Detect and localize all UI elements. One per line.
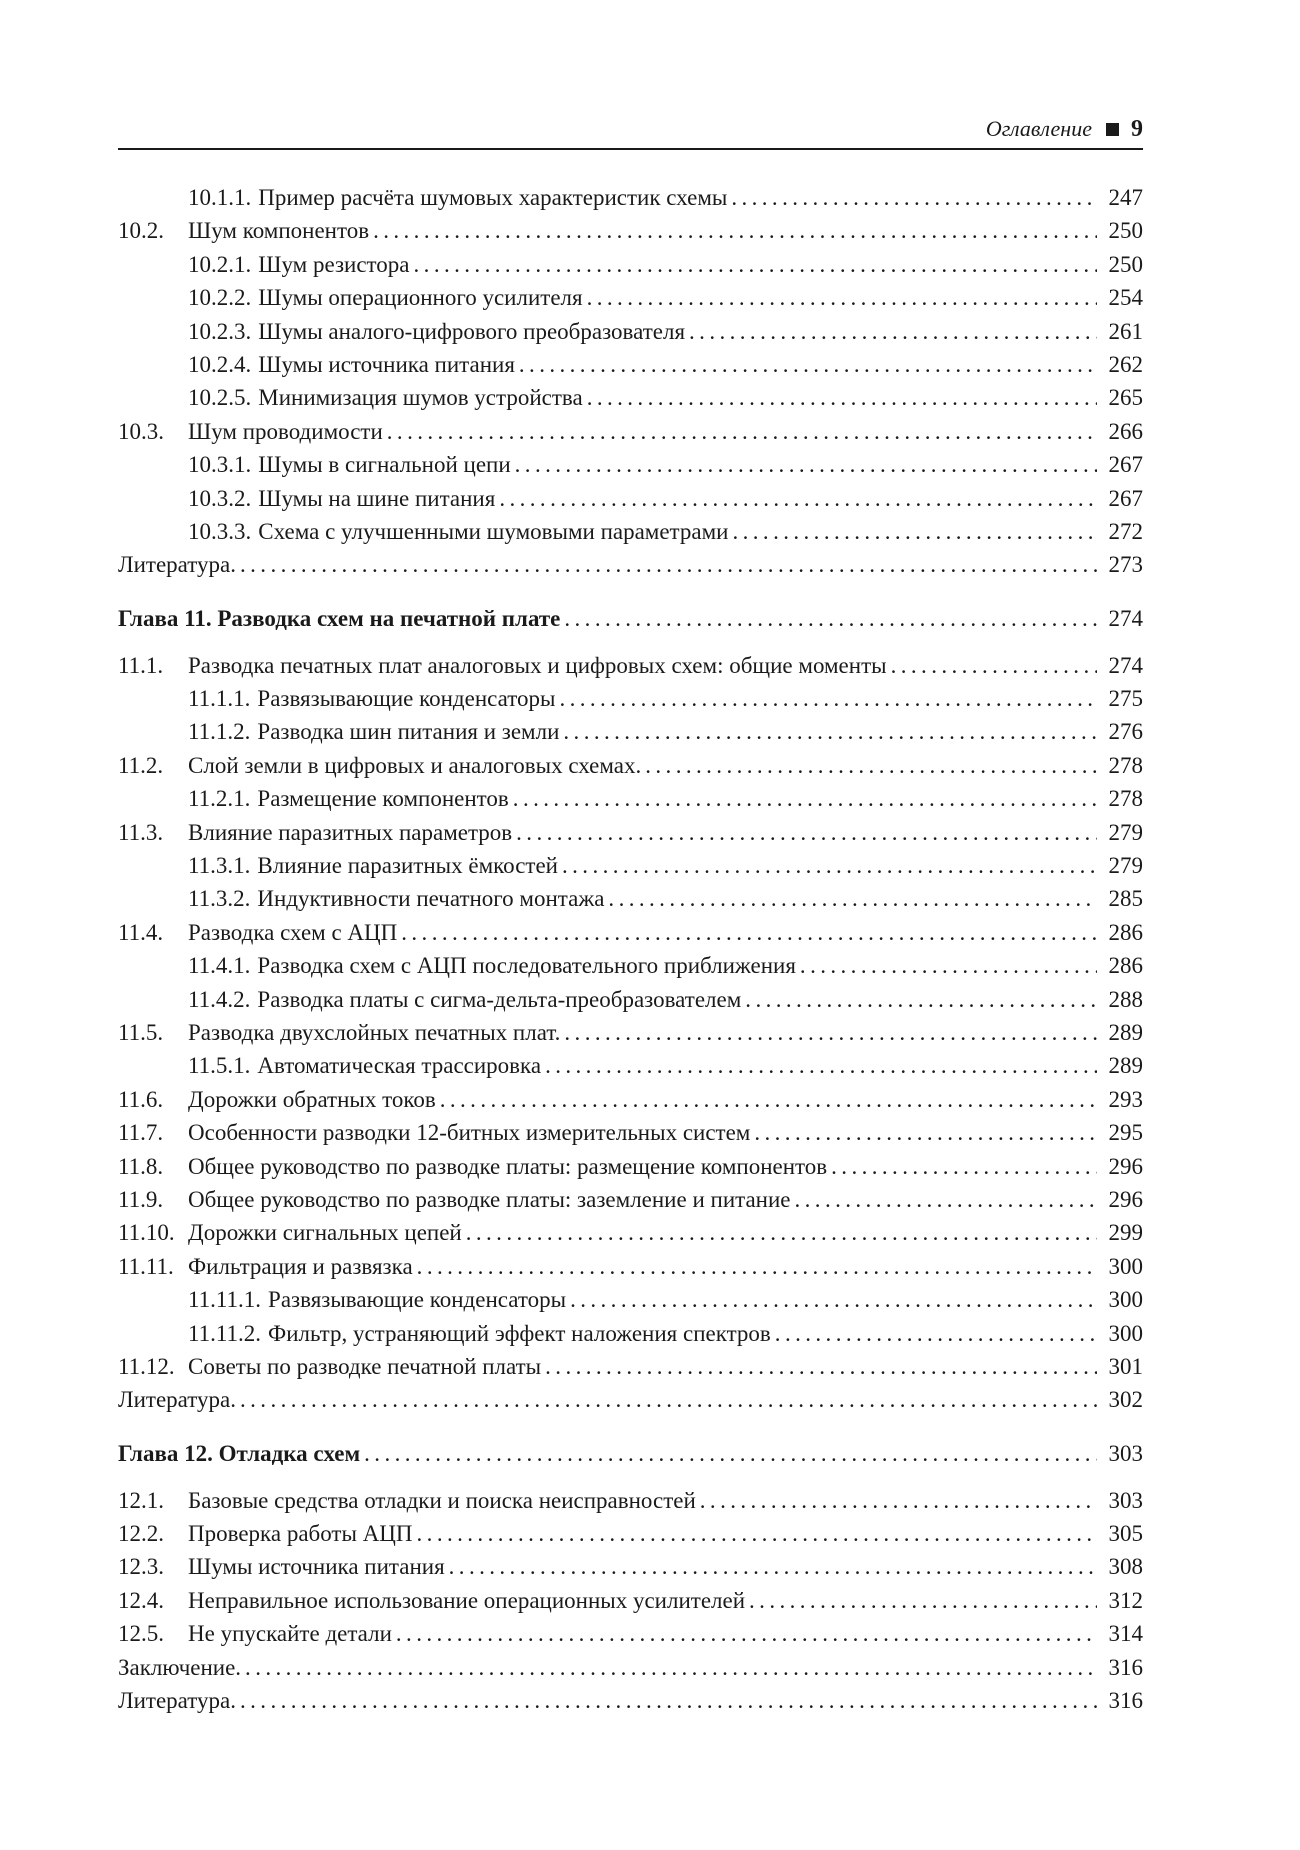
entry-number: 11.4. — [118, 919, 164, 945]
entry-page-number: 274 — [1108, 605, 1143, 631]
entry-number: 11.5.1. — [188, 1053, 251, 1079]
entry-title: Минимизация шумов устройства — [258, 385, 583, 411]
entry-title: Размещение компонентов — [257, 786, 509, 812]
dot-leader — [775, 1317, 1097, 1350]
entry-title: Проверка работы АЦП — [188, 1521, 413, 1547]
entry-page-number: 265 — [1108, 385, 1143, 411]
toc-subsection-entry[interactable] — [118, 782, 1143, 815]
dot-leader — [831, 1150, 1097, 1183]
toc-subsection-entry[interactable] — [118, 381, 1143, 414]
toc-subsection-entry[interactable] — [118, 348, 1143, 381]
dot-leader — [387, 415, 1097, 448]
entry-page-number: 278 — [1108, 786, 1143, 812]
entry-title: Заключение. — [118, 1654, 242, 1680]
entry-number: 10.2.5. — [188, 385, 252, 411]
entry-title: Литература. — [118, 1387, 236, 1413]
table-of-contents — [118, 181, 1143, 1717]
dot-leader — [562, 849, 1097, 882]
toc-chapter-heading[interactable] — [118, 1437, 1143, 1470]
entry-page-number: 276 — [1108, 719, 1143, 745]
entry-page-number: 316 — [1108, 1688, 1143, 1714]
toc-section-entry[interactable] — [118, 649, 1143, 682]
toc-section-entry[interactable] — [118, 916, 1143, 949]
toc-subsection-entry[interactable] — [118, 849, 1143, 882]
dot-leader — [563, 715, 1097, 748]
dot-leader — [545, 1350, 1097, 1383]
dot-leader — [564, 1016, 1097, 1049]
entry-title: Слой земли в цифровых и аналоговых схемах. — [188, 752, 642, 778]
dot-leader — [732, 515, 1097, 548]
toc-section-entry[interactable] — [118, 1617, 1143, 1650]
toc-section-entry[interactable] — [118, 1150, 1143, 1183]
entry-number: 12.5. — [118, 1621, 164, 1647]
header-rule — [118, 148, 1143, 150]
toc-section-entry[interactable] — [118, 1350, 1143, 1383]
entry-page-number: 279 — [1108, 853, 1143, 879]
entry-page-number: 275 — [1108, 686, 1143, 712]
entry-page-number: 303 — [1108, 1487, 1143, 1513]
entry-number: 11.1.1. — [188, 686, 251, 712]
toc-subsection-entry[interactable] — [118, 1283, 1143, 1316]
entry-title: Пример расчёта шумовых характеристик схемы — [258, 185, 728, 210]
entry-title: Фильтр, устраняющий эффект наложения спектров — [268, 1320, 771, 1346]
dot-leader — [519, 348, 1097, 381]
toc-subsection-entry[interactable] — [118, 515, 1143, 548]
entry-number: 11.11.1. — [188, 1287, 262, 1313]
dot-leader — [564, 602, 1097, 635]
entry-page-number: 272 — [1108, 518, 1143, 544]
toc-section-entry[interactable] — [118, 1216, 1143, 1249]
entry-number: 11.1.2. — [188, 719, 251, 745]
dot-leader — [754, 1116, 1097, 1149]
toc-section-entry[interactable] — [118, 1684, 1143, 1717]
entry-title: Автоматическая трассировка — [257, 1053, 542, 1079]
dot-leader — [559, 682, 1097, 715]
entry-title: Дорожки сигнальных цепей — [188, 1220, 462, 1246]
entry-title: Разводка схем с АЦП последовательного приближения — [257, 953, 796, 979]
entry-title: Не упускайте детали — [188, 1621, 392, 1647]
entry-page-number: 289 — [1108, 1019, 1143, 1045]
entry-page-number: 308 — [1108, 1554, 1143, 1580]
entry-title: Развязывающие конденсаторы — [268, 1287, 567, 1313]
entry-page-number: 289 — [1108, 1053, 1143, 1079]
dot-leader — [587, 381, 1097, 414]
entry-number: 10.2.3. — [188, 318, 252, 344]
toc-section-entry[interactable] — [118, 749, 1143, 782]
entry-title: Разводка двухслойных печатных плат. — [188, 1019, 561, 1045]
toc-section-entry[interactable] — [118, 1016, 1143, 1049]
entry-page-number: 295 — [1108, 1120, 1143, 1146]
entry-page-number: 286 — [1108, 953, 1143, 979]
entry-page-number: 288 — [1108, 986, 1143, 1012]
toc-chapter-heading[interactable] — [118, 602, 1143, 635]
toc-section-entry[interactable] — [118, 415, 1143, 448]
entry-number: 11.8. — [118, 1153, 164, 1179]
entry-page-number: 261 — [1108, 318, 1143, 344]
toc-section-entry[interactable] — [118, 816, 1143, 849]
entry-title: Шумы источника питания — [258, 351, 515, 377]
entry-title: Развязывающие конденсаторы — [257, 686, 556, 712]
entry-number: 11.2. — [118, 752, 164, 778]
dot-leader — [515, 448, 1097, 481]
dot-leader — [240, 548, 1097, 581]
dot-leader — [587, 281, 1097, 314]
dot-leader — [240, 1383, 1097, 1416]
entry-title: Особенности разводки 12-битных измерительных систем — [188, 1120, 751, 1146]
entry-number: 10.3.2. — [188, 485, 252, 511]
dot-leader — [513, 782, 1097, 815]
toc-section-entry[interactable] — [118, 1484, 1143, 1517]
entry-title: Фильтрация и развязка — [188, 1253, 413, 1279]
entry-page-number: 254 — [1108, 285, 1143, 311]
entry-title: Дорожки обратных токов — [188, 1086, 436, 1112]
entry-page-number: 296 — [1108, 1153, 1143, 1179]
entry-page-number: 299 — [1108, 1220, 1143, 1246]
entry-page-number: 250 — [1108, 251, 1143, 277]
dot-leader — [466, 1216, 1097, 1249]
entry-title: Шумы операционного усилителя — [258, 285, 583, 311]
dot-leader — [645, 749, 1097, 782]
toc-subsection-entry[interactable] — [118, 949, 1143, 982]
entry-page-number: 316 — [1108, 1654, 1143, 1680]
entry-title: Шумы в сигнальной цепи — [258, 452, 511, 478]
entry-number: 10.2.1. — [188, 251, 252, 277]
toc-section-entry[interactable] — [118, 214, 1143, 247]
entry-number: 11.3. — [118, 819, 164, 845]
entry-number: 10.2.4. — [188, 351, 252, 377]
toc-subsection-entry[interactable] — [118, 181, 1143, 214]
entry-page-number: 296 — [1108, 1186, 1143, 1212]
entry-page-number: 314 — [1108, 1621, 1143, 1647]
toc-subsection-entry[interactable] — [118, 983, 1143, 1016]
entry-number: 11.11. — [118, 1253, 174, 1279]
entry-number: 12.4. — [118, 1587, 164, 1613]
toc-section-entry[interactable] — [118, 548, 1143, 581]
dot-leader — [396, 1617, 1097, 1650]
entry-number: 12.1. — [118, 1487, 164, 1513]
dot-leader — [364, 1437, 1097, 1470]
dot-leader — [417, 1517, 1097, 1550]
chapter-title: Глава 11. Разводка схем на печатной плате — [118, 605, 561, 631]
entry-number: 11.7. — [118, 1120, 164, 1146]
dot-leader — [417, 1250, 1097, 1283]
entry-page-number: 285 — [1108, 886, 1143, 912]
toc-section-entry[interactable] — [118, 1183, 1143, 1216]
toc-subsection-entry[interactable] — [118, 882, 1143, 915]
entry-page-number: 273 — [1108, 552, 1143, 578]
entry-title: Влияние паразитных параметров — [188, 819, 513, 845]
dot-leader — [795, 1183, 1098, 1216]
entry-title: Общее руководство по разводке платы: заземление и питание — [188, 1186, 791, 1212]
entry-page-number: 247 — [1108, 185, 1143, 210]
toc-subsection-entry[interactable] — [118, 281, 1143, 314]
entry-title: Шум проводимости — [188, 418, 383, 444]
dot-leader — [800, 949, 1097, 982]
dot-leader — [516, 816, 1097, 849]
entry-number: 11.3.1. — [188, 853, 251, 879]
dot-leader — [414, 248, 1097, 281]
entry-title: Неправильное использование операционных усилителей — [188, 1587, 746, 1613]
entry-page-number: 303 — [1108, 1440, 1143, 1466]
entry-page-number: 262 — [1108, 351, 1143, 377]
entry-page-number: 267 — [1108, 452, 1143, 478]
dot-leader — [608, 882, 1097, 915]
entry-title: Литература. — [118, 552, 236, 578]
entry-number: 11.1. — [118, 652, 164, 678]
toc-subsection-entry[interactable] — [118, 482, 1143, 515]
entry-page-number: 305 — [1108, 1521, 1143, 1547]
entry-number: 10.1.1. — [188, 185, 252, 210]
dot-leader — [440, 1083, 1097, 1116]
dot-leader — [545, 1049, 1097, 1082]
entry-title: Разводка шин питания и земли — [257, 719, 560, 745]
entry-page-number: 266 — [1108, 418, 1143, 444]
entry-number: 10.3.1. — [188, 452, 252, 478]
entry-number: 10.2.2. — [188, 285, 252, 311]
page-number: 9 — [1131, 115, 1143, 142]
entry-page-number: 300 — [1108, 1253, 1143, 1279]
entry-title: Схема с улучшенными шумовыми параметрами — [258, 518, 729, 544]
entry-number: 11.3.2. — [188, 886, 251, 912]
entry-title: Разводка платы с сигма-дельта-преобразователем — [257, 986, 742, 1012]
toc-subsection-entry[interactable] — [118, 315, 1143, 348]
entry-title: Влияние паразитных ёмкостей — [257, 853, 558, 879]
entry-page-number: 300 — [1108, 1320, 1143, 1346]
dot-leader — [401, 916, 1097, 949]
toc-section-entry[interactable] — [118, 1250, 1143, 1283]
entry-page-number: 293 — [1108, 1086, 1143, 1112]
entry-title: Шум компонентов — [188, 218, 370, 244]
entry-page-number: 286 — [1108, 919, 1143, 945]
dot-leader — [891, 649, 1097, 682]
entry-number: 11.6. — [118, 1086, 164, 1112]
entry-page-number: 274 — [1108, 652, 1143, 678]
dot-leader — [745, 983, 1097, 1016]
toc-section-entry[interactable] — [118, 1584, 1143, 1617]
entry-page-number: 312 — [1108, 1587, 1143, 1613]
toc-section-entry[interactable] — [118, 1651, 1143, 1684]
entry-number: 12.2. — [118, 1521, 164, 1547]
entry-number: 11.4.1. — [188, 953, 251, 979]
entry-title: Разводка печатных плат аналоговых и цифровых схем: общие моменты — [188, 652, 887, 678]
toc-section-entry[interactable] — [118, 1383, 1143, 1416]
entry-title: Шум резистора — [258, 251, 410, 277]
entry-title: Шумы на шине питания — [258, 485, 496, 511]
dot-leader — [570, 1283, 1097, 1316]
entry-number: 10.3.3. — [188, 518, 252, 544]
toc-section-entry[interactable] — [118, 1083, 1143, 1116]
square-bullet-icon — [1106, 123, 1119, 136]
entry-page-number: 302 — [1108, 1387, 1143, 1413]
dot-leader — [240, 1684, 1097, 1717]
entry-page-number: 300 — [1108, 1287, 1143, 1313]
entry-page-number: 267 — [1108, 485, 1143, 511]
entry-title: Советы по разводке печатной платы — [188, 1353, 542, 1379]
entry-title: Индуктивности печатного монтажа — [257, 886, 605, 912]
toc-section-entry[interactable] — [118, 1550, 1143, 1583]
dot-leader — [731, 181, 1097, 214]
entry-page-number: 279 — [1108, 819, 1143, 845]
toc-subsection-entry[interactable] — [118, 715, 1143, 748]
dot-leader — [689, 315, 1097, 348]
dot-leader — [499, 482, 1097, 515]
toc-section-entry[interactable] — [118, 1116, 1143, 1149]
toc-subsection-entry[interactable] — [118, 682, 1143, 715]
toc-subsection-entry[interactable] — [118, 448, 1143, 481]
toc-subsection-entry[interactable] — [118, 1049, 1143, 1082]
toc-subsection-entry[interactable] — [118, 1317, 1143, 1350]
dot-leader — [449, 1550, 1097, 1583]
entry-number: 12.3. — [118, 1554, 164, 1580]
dot-leader — [700, 1484, 1097, 1517]
entry-title: Разводка схем с АЦП — [188, 919, 398, 945]
running-header-title: Оглавление — [985, 116, 1092, 141]
entry-title: Общее руководство по разводке платы: размещение компонентов — [188, 1153, 828, 1179]
entry-number: 11.4.2. — [188, 986, 251, 1012]
entry-title: Шумы аналого-цифрового преобразователя — [258, 318, 686, 344]
entry-page-number: 301 — [1108, 1353, 1143, 1379]
entry-number: 10.3. — [118, 418, 164, 444]
entry-number: 11.12. — [118, 1353, 175, 1379]
dot-leader — [245, 1651, 1097, 1684]
entry-number: 11.11.2. — [188, 1320, 262, 1346]
toc-section-entry[interactable] — [118, 1517, 1143, 1550]
entry-number: 10.2. — [118, 218, 164, 244]
entry-page-number: 250 — [1108, 218, 1143, 244]
chapter-title: Глава 12. Отладка схем — [118, 1440, 361, 1466]
entry-number: 11.5. — [118, 1019, 164, 1045]
entry-number: 11.9. — [118, 1186, 164, 1212]
toc-subsection-entry[interactable] — [118, 248, 1143, 281]
entry-page-number: 278 — [1108, 752, 1143, 778]
entry-title: Шумы источника питания — [188, 1554, 445, 1580]
dot-leader — [749, 1584, 1097, 1617]
running-header — [118, 112, 1143, 146]
entry-number: 11.10. — [118, 1220, 175, 1246]
entry-title: Литература. — [118, 1688, 236, 1714]
entry-number: 11.2.1. — [188, 786, 251, 812]
entry-title: Базовые средства отладки и поиска неисправностей — [188, 1487, 696, 1513]
dot-leader — [373, 214, 1097, 247]
